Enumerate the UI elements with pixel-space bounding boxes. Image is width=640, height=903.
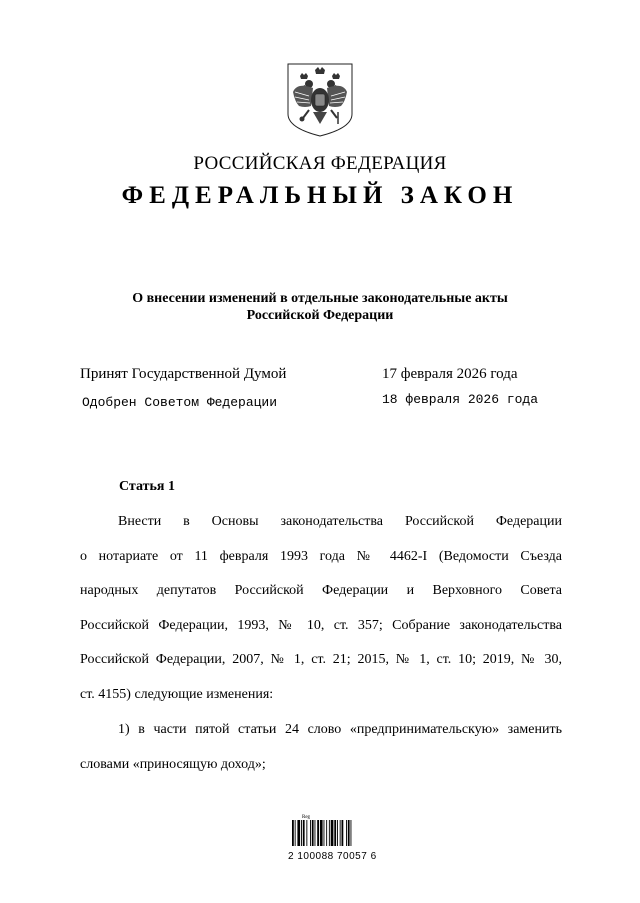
barcode-bar (348, 820, 350, 846)
paragraph-line: Внести в Основы законодательства Российской Федерации (118, 514, 562, 529)
barcode-bar (320, 820, 323, 846)
barcode-bar (324, 820, 325, 846)
barcode-bar (317, 820, 319, 846)
law-type-title: ФЕДЕРАЛЬНЫЙ ЗАКОН (121, 182, 519, 209)
adopted-date: 17 февраля 2026 года (382, 366, 518, 382)
barcode-bar (329, 820, 330, 846)
law-title-line: О внесении изменений в отдельные законодательные акты (132, 291, 508, 306)
paragraph-line: ст. 4155) следующие изменения: (80, 686, 274, 702)
barcode-number: 2 100088 70057 6 (288, 851, 377, 862)
approved-label: Одобрен Советом Федерации (82, 395, 278, 410)
barcode-bar (331, 820, 334, 846)
barcode-bar (346, 820, 347, 846)
barcode-bars (288, 820, 368, 846)
law-title-line: Российской Федерации (246, 308, 394, 323)
country-title: РОССИЙСКАЯ ФЕДЕРАЦИЯ (193, 153, 447, 174)
barcode-registration-mark: Reg (302, 815, 311, 820)
barcode-bar (337, 820, 338, 846)
barcode-bar (292, 820, 294, 846)
paragraph-line: Российской Федерации, 1993, № 10, ст. 357; Собрание законодательства (80, 617, 562, 633)
item-line: словами «приносящую доход»; (80, 756, 266, 772)
barcode-bar (303, 820, 305, 846)
adopted-label: Принят Государственной Думой (80, 366, 287, 382)
barcode-bar (301, 820, 302, 846)
barcode-bar (334, 820, 336, 846)
approved-date: 18 февраля 2026 года (382, 392, 539, 407)
barcode-bar (306, 820, 307, 846)
barcode-bar (297, 820, 300, 846)
barcode-bar (312, 820, 314, 846)
barcode-bar (351, 820, 352, 846)
paragraph-line: народных депутатов Российской Федерации и Верховного Совета (80, 583, 562, 598)
barcode-bar (295, 820, 296, 846)
barcode-bar (326, 820, 327, 846)
item-line: 1) в части пятой статьи 24 слово «предпринимательскую» заменить (118, 722, 562, 737)
state-emblem-icon (285, 62, 355, 138)
barcode-bar (342, 820, 344, 846)
barcode-bar (315, 820, 316, 846)
law-title (80, 290, 560, 324)
paragraph-line: о нотариате от 11 февраля 1993 года № 4462-I (Ведомости Съезда (80, 548, 562, 564)
paragraph-line: Российской Федерации, 2007, № 1, ст. 21; 2015, № 1, ст. 10; 2019, № 30, (80, 652, 562, 667)
article-paragraph (80, 505, 562, 712)
barcode-bar (310, 820, 311, 846)
barcode (288, 815, 377, 862)
article-heading: Статья 1 (119, 479, 175, 494)
barcode-bar (340, 820, 341, 846)
article-item (80, 713, 562, 782)
